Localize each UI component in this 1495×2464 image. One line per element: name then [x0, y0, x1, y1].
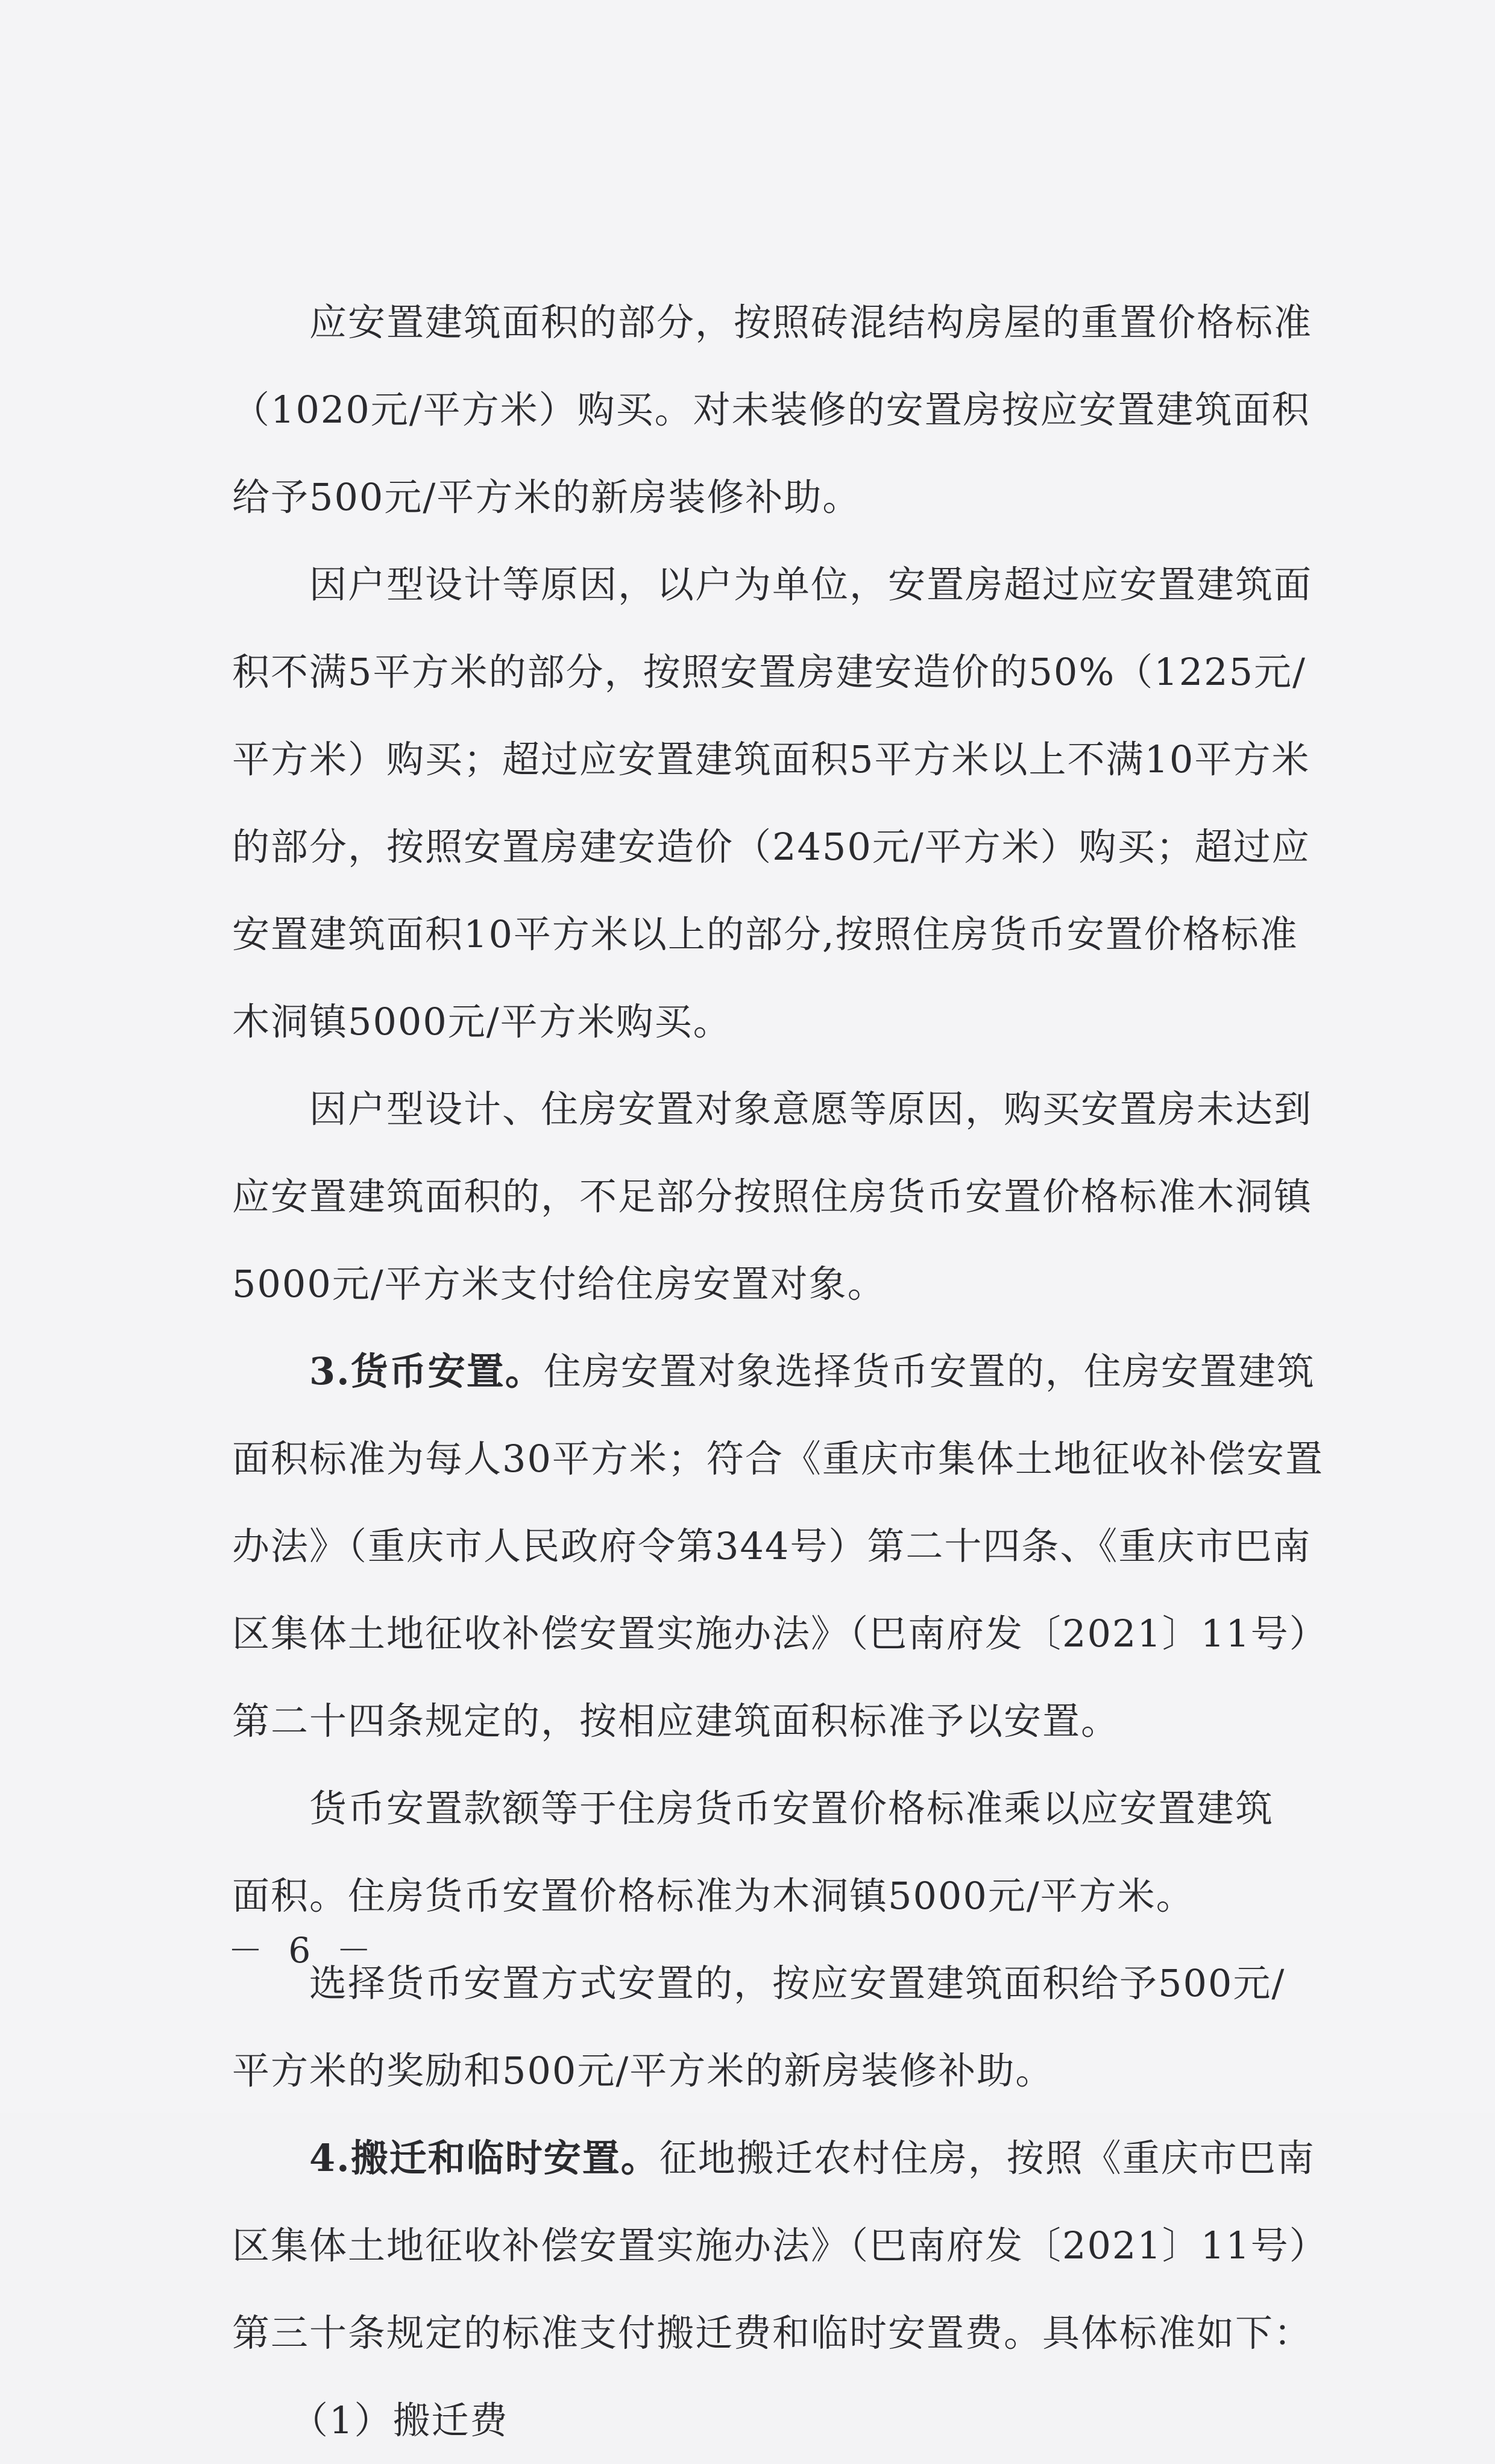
text-line	[232, 803, 1335, 890]
line-text: 区集体土地征收补偿安置实施办法》（巴南府发〔2021〕11号）	[232, 1612, 1328, 1656]
line-text: （1020元/平方米）购买。对未装修的安置房按应安置建筑面积	[232, 388, 1311, 432]
line-text: 5000元/平方米支付给住房安置对象。	[232, 1262, 886, 1306]
text-line	[232, 2289, 1335, 2377]
line-text: （1）搬迁费	[232, 2398, 509, 2442]
line-text: 第二十四条规定的，按相应建筑面积标准予以安置。	[232, 1699, 1120, 1743]
line-text: 面积标准为每人30平方米；符合《重庆市集体土地征收补偿安置	[232, 1437, 1324, 1481]
text-line	[232, 978, 1335, 1065]
line-text: 积不满5平方米的部分，按照安置房建安造价的50%（1225元/	[232, 650, 1306, 694]
line-text: 因户型设计、住房安置对象意愿等原因，购买安置房未达到	[232, 1087, 1313, 1131]
text-line	[232, 541, 1335, 628]
line-text: 应安置建筑面积的，不足部分按照住房货币安置价格标准木洞镇	[232, 1174, 1313, 1218]
text-line	[232, 2114, 1335, 2202]
text-line	[232, 1153, 1335, 1240]
line-text: 住房安置对象选择货币安置的，住房安置建筑	[543, 1349, 1315, 1393]
line-text: 面积。住房货币安置价格标准为木洞镇5000元/平方米。	[232, 1874, 1195, 1918]
line-text: 因户型设计等原因，以户为单位，安置房超过应安置建筑面	[232, 562, 1313, 607]
section-heading: 3.货币安置。	[309, 1349, 544, 1393]
line-text: 木洞镇5000元/平方米购买。	[232, 1000, 732, 1044]
text-line	[232, 2202, 1335, 2289]
text-line	[232, 366, 1335, 453]
text-line	[232, 890, 1335, 978]
line-text: 选择货币安置方式安置的，按应安置建筑面积给予500元/	[232, 1961, 1286, 2005]
text-line	[232, 1415, 1335, 1502]
body-text	[232, 279, 1335, 2464]
text-line	[232, 716, 1335, 803]
line-text: 平方米）购买；超过应安置建筑面积5平方米以上不满10平方米	[232, 737, 1311, 781]
line-text: 区集体土地征收补偿安置实施办法》（巴南府发〔2021〕11号）	[232, 2223, 1328, 2267]
text-line	[232, 1852, 1335, 1939]
text-line	[232, 1502, 1335, 1590]
line-text: 安置建筑面积10平方米以上的部分,按照住房货币安置价格标准	[232, 912, 1298, 956]
text-line	[232, 453, 1335, 541]
text-line	[232, 2027, 1335, 2114]
line-text: 第三十条规定的标准支付搬迁费和临时安置费。具体标准如下：	[232, 2311, 1313, 2355]
text-line	[232, 1328, 1335, 1415]
text-line	[232, 1765, 1335, 1852]
text-line	[232, 1240, 1335, 1328]
line-text: 平方米的奖励和500元/平方米的新房装修补助。	[232, 2049, 1054, 2093]
text-line	[232, 2377, 1335, 2464]
line-text: 的部分，按照安置房建安造价（2450元/平方米）购买；超过应	[232, 825, 1311, 869]
line-text: 货币安置款额等于住房货币安置价格标准乘以应安置建筑	[232, 1786, 1274, 1830]
text-line	[232, 1939, 1335, 2027]
line-text: 征地搬迁农村住房，按照《重庆市巴南	[659, 2136, 1315, 2180]
section-heading: 4.搬迁和临时安置。	[309, 2136, 659, 2180]
text-line	[232, 279, 1335, 366]
text-line	[232, 1677, 1335, 1765]
line-indent	[232, 1349, 309, 1393]
text-line	[232, 1065, 1335, 1153]
line-indent	[232, 2136, 309, 2180]
line-text: 给予500元/平方米的新房装修补助。	[232, 475, 861, 519]
line-text: 应安置建筑面积的部分，按照砖混结构房屋的重置价格标准	[232, 300, 1313, 344]
page-number: － 6 －	[228, 1930, 379, 1971]
text-line	[232, 1590, 1335, 1677]
line-text: 办法》（重庆市人民政府令第344号）第二十四条、《重庆市巴南	[232, 1524, 1312, 1568]
text-line	[232, 628, 1335, 716]
